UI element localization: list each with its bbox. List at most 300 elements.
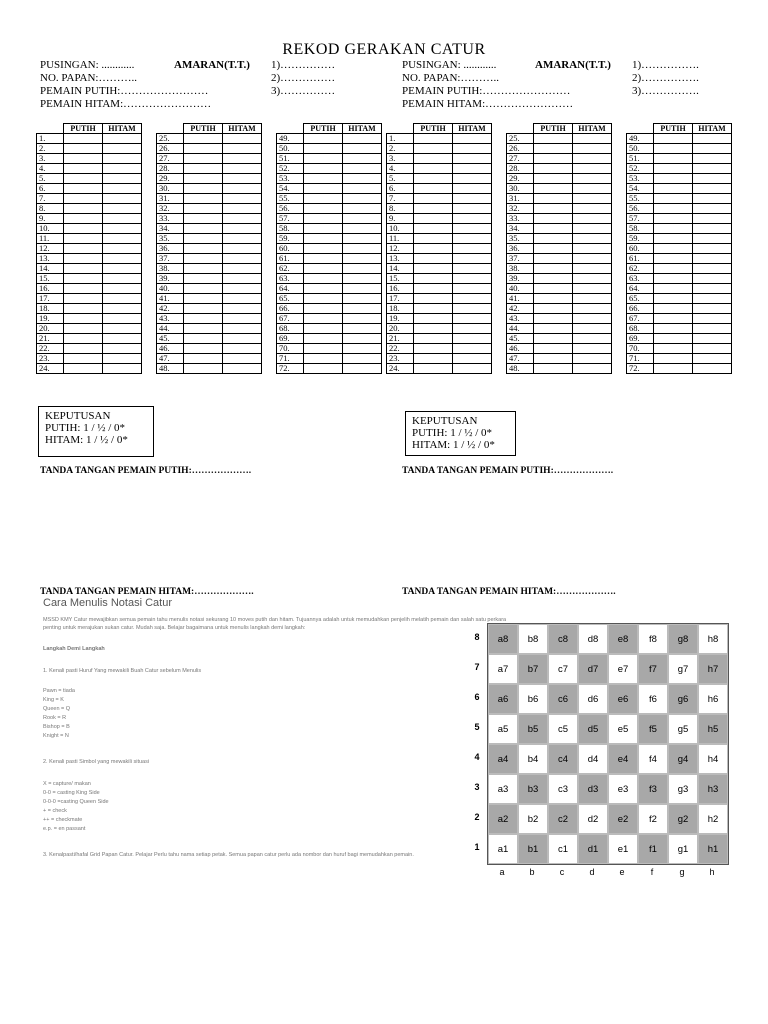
hitam-move-cell[interactable] [103,214,142,224]
putih-move-cell[interactable] [184,134,223,144]
hitam-move-cell[interactable] [103,204,142,214]
hitam-move-cell[interactable] [693,264,732,274]
hitam-move-cell[interactable] [223,344,262,354]
hitam-move-cell[interactable] [343,214,382,224]
putih-move-cell[interactable] [184,234,223,244]
putih-move-cell[interactable] [414,254,453,264]
hitam-move-cell[interactable] [223,174,262,184]
hitam-move-cell[interactable] [223,144,262,154]
putih-move-cell[interactable] [534,194,573,204]
putih-move-cell[interactable] [184,174,223,184]
hitam-move-cell[interactable] [693,334,732,344]
putih-move-cell[interactable] [304,274,343,284]
putih-move-cell[interactable] [304,194,343,204]
putih-move-cell[interactable] [64,134,103,144]
hitam-move-cell[interactable] [343,154,382,164]
hitam-move-cell[interactable] [343,184,382,194]
hitam-move-cell[interactable] [573,344,612,354]
hitam-move-cell[interactable] [103,154,142,164]
hitam-move-cell[interactable] [223,264,262,274]
putih-move-cell[interactable] [534,364,573,374]
hitam-move-cell[interactable] [343,174,382,184]
putih-move-cell[interactable] [184,304,223,314]
putih-move-cell[interactable] [654,314,693,324]
hitam-move-cell[interactable] [693,354,732,364]
putih-move-cell[interactable] [184,344,223,354]
putih-move-cell[interactable] [184,224,223,234]
hitam-move-cell[interactable] [453,254,492,264]
putih-move-cell[interactable] [534,314,573,324]
hitam-move-cell[interactable] [453,154,492,164]
putih-move-cell[interactable] [304,364,343,374]
hitam-move-cell[interactable] [103,314,142,324]
hitam-move-cell[interactable] [223,304,262,314]
putih-move-cell[interactable] [534,134,573,144]
putih-move-cell[interactable] [414,144,453,154]
putih-move-cell[interactable] [534,234,573,244]
putih-move-cell[interactable] [304,144,343,154]
putih-move-cell[interactable] [534,354,573,364]
putih-move-cell[interactable] [64,194,103,204]
putih-move-cell[interactable] [654,304,693,314]
hitam-move-cell[interactable] [343,314,382,324]
putih-move-cell[interactable] [304,294,343,304]
putih-move-cell[interactable] [534,224,573,234]
hitam-move-cell[interactable] [573,314,612,324]
move-number: 21. [37,334,64,344]
hitam-move-cell[interactable] [453,314,492,324]
hitam-move-cell[interactable] [693,154,732,164]
putih-move-cell[interactable] [64,254,103,264]
putih-move-cell[interactable] [64,184,103,194]
hitam-move-cell[interactable] [103,274,142,284]
putih-move-cell[interactable] [414,284,453,294]
putih-move-cell[interactable] [414,154,453,164]
hitam-move-cell[interactable] [223,204,262,214]
hitam-move-cell[interactable] [453,174,492,184]
hitam-move-cell[interactable] [103,224,142,234]
hitam-move-cell[interactable] [573,194,612,204]
hitam-move-cell[interactable] [573,134,612,144]
hitam-move-cell[interactable] [693,244,732,254]
putih-move-cell[interactable] [534,244,573,254]
putih-move-cell[interactable] [64,244,103,254]
hitam-move-cell[interactable] [223,284,262,294]
hitam-move-cell[interactable] [573,144,612,154]
putih-move-cell[interactable] [64,354,103,364]
hitam-move-cell[interactable] [573,234,612,244]
hitam-move-cell[interactable] [103,244,142,254]
putih-move-cell[interactable] [184,314,223,324]
putih-move-cell[interactable] [414,304,453,314]
putih-move-cell[interactable] [304,234,343,244]
putih-move-cell[interactable] [64,344,103,354]
putih-move-cell[interactable] [654,264,693,274]
hitam-move-cell[interactable] [103,284,142,294]
putih-move-cell[interactable] [64,164,103,174]
putih-move-cell[interactable] [534,154,573,164]
putih-move-cell[interactable] [534,344,573,354]
hitam-move-cell[interactable] [573,324,612,334]
hitam-move-cell[interactable] [573,294,612,304]
putih-move-cell[interactable] [64,214,103,224]
putih-move-cell[interactable] [414,234,453,244]
putih-move-cell[interactable] [414,314,453,324]
hitam-move-cell[interactable] [573,354,612,364]
putih-move-cell[interactable] [654,354,693,364]
hitam-move-cell[interactable] [573,184,612,194]
hitam-move-cell[interactable] [573,154,612,164]
hitam-move-cell[interactable] [223,194,262,204]
putih-move-cell[interactable] [414,204,453,214]
move-number: 37. [507,254,534,264]
putih-move-cell[interactable] [184,254,223,264]
hitam-move-cell[interactable] [453,224,492,234]
hitam-move-cell[interactable] [453,274,492,284]
hitam-move-cell[interactable] [453,264,492,274]
file-label: h [709,867,715,877]
hitam-move-cell[interactable] [693,254,732,264]
putih-move-cell[interactable] [414,224,453,234]
putih-move-cell[interactable] [414,324,453,334]
putih-move-cell[interactable] [534,214,573,224]
hitam-move-cell[interactable] [693,144,732,154]
putih-move-cell[interactable] [64,174,103,184]
hitam-move-cell[interactable] [693,234,732,244]
putih-move-cell[interactable] [304,134,343,144]
hitam-move-cell[interactable] [573,364,612,374]
hitam-move-cell[interactable] [453,144,492,154]
putih-move-cell[interactable] [184,164,223,174]
move-number: 9. [37,214,64,224]
hitam-move-cell[interactable] [343,344,382,354]
putih-move-cell[interactable] [184,284,223,294]
hitam-move-cell[interactable] [343,144,382,154]
hitam-move-cell[interactable] [693,344,732,354]
hitam-move-cell[interactable] [573,224,612,234]
hitam-move-cell[interactable] [453,344,492,354]
putih-move-cell[interactable] [304,344,343,354]
column-gap [262,234,277,244]
putih-move-cell[interactable] [654,154,693,164]
putih-move-cell[interactable] [654,184,693,194]
putih-move-cell[interactable] [534,294,573,304]
putih-move-cell[interactable] [304,244,343,254]
putih-move-cell[interactable] [654,334,693,344]
putih-move-cell[interactable] [414,264,453,274]
hitam-move-cell[interactable] [223,294,262,304]
putih-move-cell[interactable] [184,184,223,194]
putih-move-cell[interactable] [184,264,223,274]
putih-move-cell[interactable] [64,334,103,344]
putih-move-cell[interactable] [654,254,693,264]
hitam-move-cell[interactable] [343,334,382,344]
hitam-move-cell[interactable] [103,144,142,154]
putih-move-cell[interactable] [654,204,693,214]
hitam-move-cell[interactable] [343,274,382,284]
putih-move-cell[interactable] [304,354,343,364]
putih-move-cell[interactable] [184,154,223,164]
putih-move-cell[interactable] [184,194,223,204]
putih-move-cell[interactable] [414,164,453,174]
putih-move-cell[interactable] [534,304,573,314]
putih-move-cell[interactable] [64,294,103,304]
hitam-move-cell[interactable] [693,304,732,314]
hitam-move-cell[interactable] [223,364,262,374]
putih-move-cell[interactable] [654,214,693,224]
hitam-move-cell[interactable] [103,134,142,144]
putih-move-cell[interactable] [184,144,223,154]
hitam-move-cell[interactable] [103,334,142,344]
putih-move-cell[interactable] [304,254,343,264]
hitam-move-cell[interactable] [343,244,382,254]
putih-move-cell[interactable] [414,294,453,304]
hitam-move-cell[interactable] [343,304,382,314]
hitam-move-cell[interactable] [573,304,612,314]
hitam-move-cell[interactable] [103,174,142,184]
putih-move-cell[interactable] [64,204,103,214]
putih-move-cell[interactable] [304,264,343,274]
hitam-move-cell[interactable] [573,164,612,174]
putih-move-cell[interactable] [304,204,343,214]
putih-move-cell[interactable] [304,214,343,224]
hitam-move-cell[interactable] [573,254,612,264]
hitam-move-cell[interactable] [343,364,382,374]
putih-move-cell[interactable] [64,274,103,284]
putih-move-cell[interactable] [534,174,573,184]
putih-move-cell[interactable] [184,324,223,334]
hitam-move-cell[interactable] [453,134,492,144]
putih-move-cell[interactable] [534,254,573,264]
putih-move-cell[interactable] [534,324,573,334]
putih-move-cell[interactable] [654,324,693,334]
putih-move-cell[interactable] [64,304,103,314]
hitam-move-cell[interactable] [343,284,382,294]
putih-move-cell[interactable] [64,144,103,154]
hitam-move-cell[interactable] [223,224,262,234]
putih-move-cell[interactable] [654,344,693,354]
putih-move-cell[interactable] [184,294,223,304]
putih-move-cell[interactable] [414,274,453,284]
hitam-move-cell[interactable] [453,184,492,194]
putih-move-cell[interactable] [654,244,693,254]
putih-move-cell[interactable] [534,284,573,294]
hitam-move-cell[interactable] [343,264,382,274]
hitam-move-cell[interactable] [573,264,612,274]
putih-move-cell[interactable] [534,204,573,214]
hitam-move-cell[interactable] [223,244,262,254]
putih-move-cell[interactable] [184,204,223,214]
hitam-move-cell[interactable] [453,194,492,204]
hitam-move-cell[interactable] [103,264,142,274]
putih-move-cell[interactable] [534,184,573,194]
putih-move-cell[interactable] [64,264,103,274]
hitam-move-cell[interactable] [453,364,492,374]
hitam-move-cell[interactable] [103,304,142,314]
putih-move-cell[interactable] [64,324,103,334]
hitam-move-cell[interactable] [453,294,492,304]
putih-move-cell[interactable] [654,134,693,144]
putih-move-cell[interactable] [304,324,343,334]
hitam-move-cell[interactable] [453,304,492,314]
putih-move-cell[interactable] [414,214,453,224]
hitam-move-cell[interactable] [453,324,492,334]
putih-move-cell[interactable] [304,314,343,324]
hitam-move-cell[interactable] [223,184,262,194]
hitam-move-cell[interactable] [223,334,262,344]
hitam-move-cell[interactable] [103,184,142,194]
hitam-move-cell[interactable] [693,214,732,224]
hitam-move-cell[interactable] [103,294,142,304]
putih-move-cell[interactable] [414,334,453,344]
putih-move-cell[interactable] [654,294,693,304]
move-number: 59. [277,234,304,244]
putih-move-cell[interactable] [654,194,693,204]
hitam-move-cell[interactable] [103,254,142,264]
hitam-move-cell[interactable] [343,224,382,234]
hitam-move-cell[interactable] [693,324,732,334]
move-number: 20. [37,324,64,334]
putih-move-cell[interactable] [304,304,343,314]
hitam-move-cell[interactable] [343,204,382,214]
hitam-move-cell[interactable] [573,244,612,254]
putih-move-cell[interactable] [64,224,103,234]
putih-move-cell[interactable] [64,234,103,244]
putih-move-cell[interactable] [184,364,223,374]
hitam-move-cell[interactable] [453,354,492,364]
putih-move-cell[interactable] [184,354,223,364]
putih-move-cell[interactable] [654,234,693,244]
board-square: d1 [578,834,608,864]
hitam-move-cell[interactable] [693,134,732,144]
putih-move-cell[interactable] [414,364,453,374]
hitam-move-cell[interactable] [693,364,732,374]
hitam-move-cell[interactable] [223,214,262,224]
putih-move-cell[interactable] [304,284,343,294]
hitam-move-cell[interactable] [453,284,492,294]
hitam-move-cell[interactable] [103,364,142,374]
hitam-move-cell[interactable] [343,294,382,304]
putih-move-cell[interactable] [304,224,343,234]
hitam-move-cell[interactable] [573,204,612,214]
putih-move-cell[interactable] [304,154,343,164]
hitam-move-cell[interactable] [453,334,492,344]
move-number: 5. [387,174,414,184]
hitam-move-cell[interactable] [223,234,262,244]
putih-move-cell[interactable] [414,194,453,204]
putih-move-cell[interactable] [534,274,573,284]
hitam-move-cell[interactable] [223,274,262,284]
putih-move-cell[interactable] [654,164,693,174]
hitam-move-cell[interactable] [693,274,732,284]
putih-move-cell[interactable] [654,364,693,374]
putih-move-cell[interactable] [184,214,223,224]
move-number: 44. [157,324,184,334]
putih-move-cell[interactable] [184,274,223,284]
putih-move-cell[interactable] [304,334,343,344]
putih-move-cell[interactable] [184,244,223,254]
putih-move-cell[interactable] [414,354,453,364]
putih-move-cell[interactable] [304,184,343,194]
hitam-move-cell[interactable] [453,164,492,174]
hitam-move-cell[interactable] [343,234,382,244]
putih-move-cell[interactable] [64,154,103,164]
hitam-move-cell[interactable] [103,344,142,354]
putih-move-cell[interactable] [64,364,103,374]
putih-move-cell[interactable] [534,164,573,174]
hitam-move-cell[interactable] [343,254,382,264]
hitam-move-cell[interactable] [693,174,732,184]
hitam-move-cell[interactable] [573,334,612,344]
hitam-move-cell[interactable] [223,314,262,324]
putih-move-cell[interactable] [654,224,693,234]
hitam-move-cell[interactable] [223,164,262,174]
hitam-move-cell[interactable] [343,194,382,204]
putih-move-cell[interactable] [414,344,453,354]
hitam-move-cell[interactable] [693,294,732,304]
hitam-move-cell[interactable] [103,234,142,244]
hitam-move-cell[interactable] [693,194,732,204]
hitam-move-cell[interactable] [693,204,732,214]
move-number: 26. [507,144,534,154]
hitam-move-cell[interactable] [223,154,262,164]
hitam-move-cell[interactable] [223,254,262,264]
putih-move-cell[interactable] [184,334,223,344]
putih-move-cell[interactable] [654,144,693,154]
putih-move-cell[interactable] [304,174,343,184]
column-gap [142,314,157,324]
hitam-move-cell[interactable] [343,324,382,334]
hitam-move-cell[interactable] [103,164,142,174]
hitam-move-cell[interactable] [693,224,732,234]
putih-move-cell[interactable] [414,244,453,254]
hitam-move-cell[interactable] [693,184,732,194]
hitam-move-cell[interactable] [573,214,612,224]
hitam-move-cell[interactable] [103,324,142,334]
hitam-move-cell[interactable] [693,314,732,324]
putih-move-cell[interactable] [304,164,343,174]
hitam-move-cell[interactable] [223,134,262,144]
hitam-move-cell[interactable] [103,354,142,364]
hitam-move-cell[interactable] [453,214,492,224]
hitam-move-cell[interactable] [343,354,382,364]
putih-move-cell[interactable] [654,174,693,184]
putih-move-cell[interactable] [654,284,693,294]
hitam-move-cell[interactable] [453,244,492,254]
hitam-move-cell[interactable] [343,164,382,174]
putih-move-cell[interactable] [534,334,573,344]
putih-move-cell[interactable] [534,264,573,274]
hitam-move-cell[interactable] [223,354,262,364]
putih-move-cell[interactable] [64,314,103,324]
putih-move-cell[interactable] [654,274,693,284]
putih-move-cell[interactable] [534,144,573,154]
hitam-move-cell[interactable] [103,194,142,204]
hitam-move-cell[interactable] [453,204,492,214]
putih-move-cell[interactable] [64,284,103,294]
putih-move-cell[interactable] [414,184,453,194]
hitam-move-cell[interactable] [573,284,612,294]
hitam-move-cell[interactable] [223,324,262,334]
hitam-move-cell[interactable] [573,174,612,184]
hitam-move-cell[interactable] [693,164,732,174]
hitam-move-cell[interactable] [343,134,382,144]
hitam-move-cell[interactable] [573,274,612,284]
hitam-move-cell[interactable] [693,284,732,294]
putih-move-cell[interactable] [414,134,453,144]
hitam-move-cell[interactable] [453,234,492,244]
putih-move-cell[interactable] [414,174,453,184]
